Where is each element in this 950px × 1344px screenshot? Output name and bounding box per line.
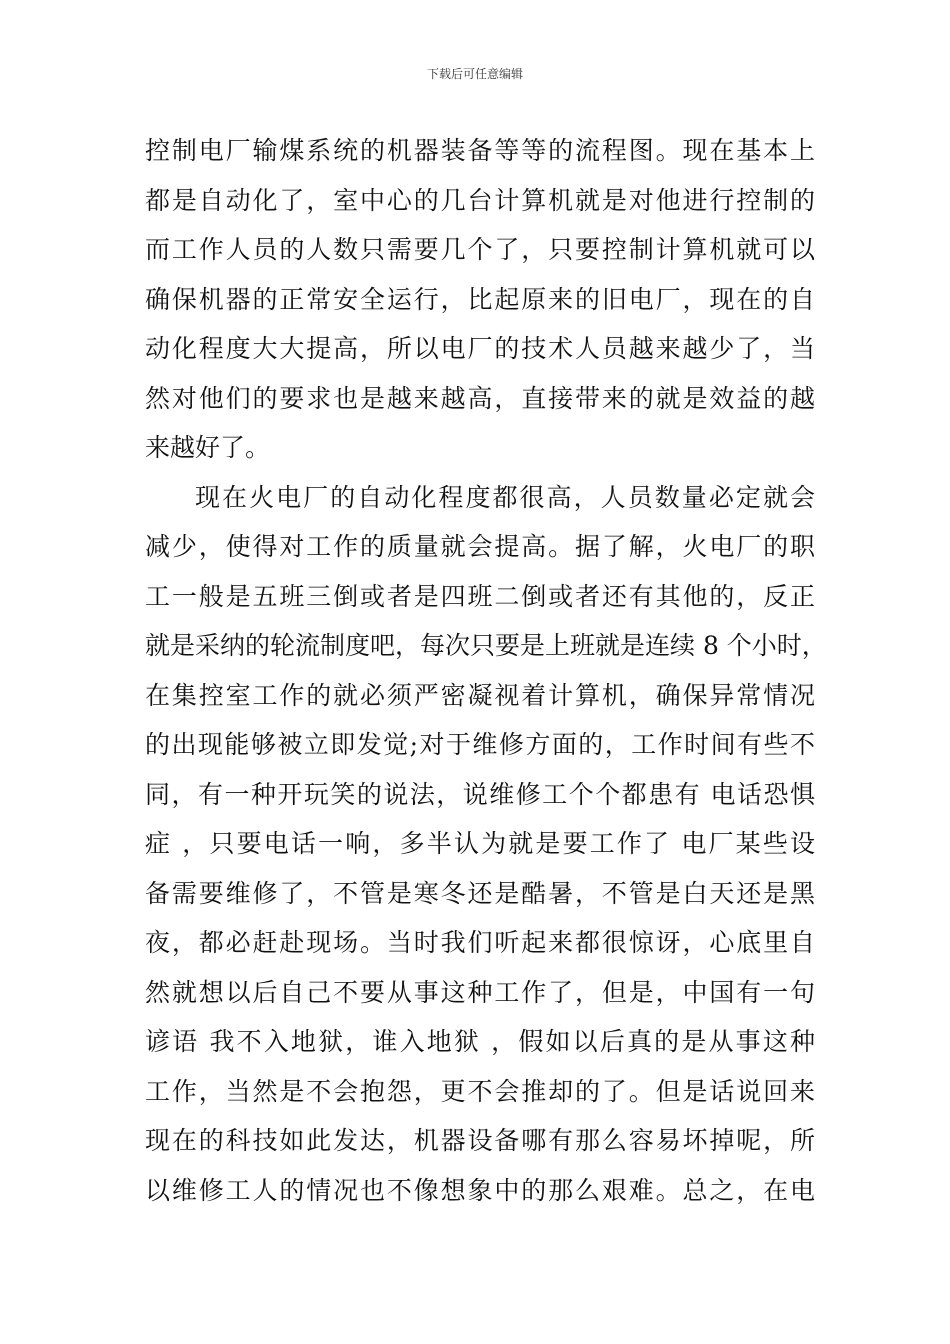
paragraph-1: [145, 126, 815, 473]
text-line: 以维修工人的情况也不像想象中的那么艰难。总之，在电: [145, 1175, 815, 1205]
text-line: 工作，当然是不会抱怨，更不会推却的了。但是话说回来: [145, 1076, 815, 1106]
text-line: 谚语 我不入地狱，谁入地狱 ，假如以后真的是从事这种: [145, 1027, 815, 1056]
text-line: 现在火电厂的自动化程度都很高，人员数量必定就会: [195, 482, 815, 512]
text-line: 夜，都必赶赴现场。当时我们听起来都很惊讶，心底里自: [145, 928, 815, 957]
text-line: 同，有一种开玩笑的说法，说维修工个个都患有 电话恐惧: [145, 779, 815, 809]
text-line: 控制电厂输煤系统的机器装备等等的流程图。现在基本上: [145, 136, 815, 165]
text-line: 然就想以后自己不要从事这种工作了，但是，中国有一句: [145, 977, 815, 1007]
paragraph-2: [145, 473, 827, 1216]
text-line: 症 ，只要电话一响，多半认为就是要工作了 电厂某些设: [145, 829, 815, 858]
text-line: 的出现能够被立即发觉;对于维修方面的，工作时间有些不: [145, 730, 815, 759]
text-line: 现在的科技如此发达，机器设备哪有那么容易坏掉呢，所: [145, 1126, 815, 1155]
text-line: 然对他们的要求也是越来越高，直接带来的就是效益的越: [145, 383, 815, 413]
text-line: 来越好了。: [145, 433, 271, 462]
text-line: 而工作人员的人数只需要几个了，只要控制计算机就可以: [145, 235, 815, 264]
text-line: 在集控室工作的就必须严密凝视着计算机，确保异常情况: [145, 680, 815, 710]
text-line: 就是采纳的轮流制度吧，每次只要是上班就是连续 8 个小时，: [145, 631, 827, 660]
text-line: 动化程度大大提高，所以电厂的技术人员越来越少了，当: [145, 334, 815, 363]
document-body: [145, 126, 827, 1215]
text-line: 备需要维修了，不管是寒冬还是酷暑，不管是白天还是黑: [145, 878, 815, 908]
text-line: 确保机器的正常安全运行，比起原来的旧电厂，现在的自: [145, 284, 815, 314]
text-line: 工一般是五班三倒或者是四班二倒或者还有其他的，反正: [145, 581, 815, 611]
text-line: 都是自动化了，室中心的几台计算机就是对他进行控制的: [145, 185, 815, 215]
page-header-note: 下载后可任意编辑: [426, 67, 523, 81]
text-line: 减少，使得对工作的质量就会提高。据了解，火电厂的职: [145, 532, 815, 561]
